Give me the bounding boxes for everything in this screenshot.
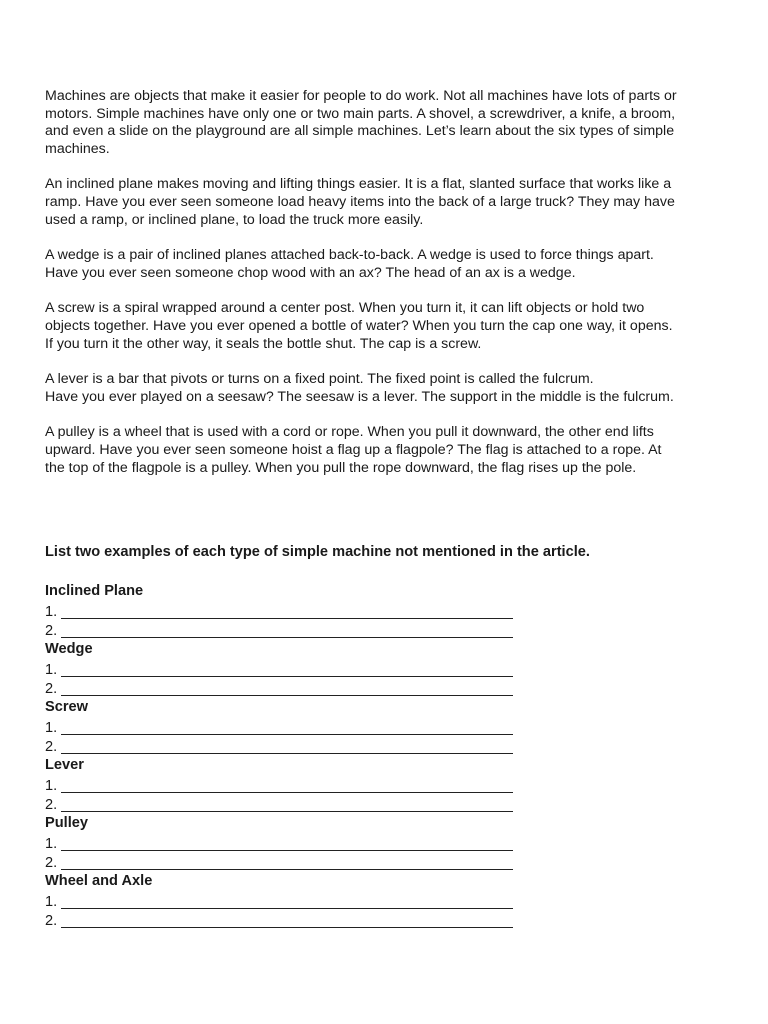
answer-line [45,659,545,679]
answer-blank[interactable] [61,855,513,870]
answer-number: 2. [45,739,58,755]
answer-number: 2. [45,855,58,871]
answer-number: 1. [45,603,58,620]
section-pulley [45,814,545,872]
worksheet-question: List two examples of each type of simple machine not mentioned in the article. [45,544,590,560]
answer-blank[interactable] [61,604,513,619]
answer-blank[interactable] [61,797,513,812]
section-heading: Wheel and Axle [45,873,153,889]
answer-line [45,775,545,795]
answer-number: 1. [45,893,58,910]
answer-number: 2. [45,913,58,929]
answer-number: 2. [45,797,58,813]
intro-paragraph: Machines are objects that make it easier for people to do work. Not all machines have lots of parts or motors. Simple machines have only one or two main parts. A shovel, a screwdriver, a knife, a broom, and even a slide on the playground are all simple machines. Let’s learn about the six types of simple machines. [45,88,677,157]
answer-blank[interactable] [61,662,513,677]
answer-line [45,717,545,737]
answer-line [45,911,545,931]
answer-number: 1. [45,719,58,736]
answer-line [45,853,545,873]
section-inclined-plane [45,582,545,640]
pulley-paragraph: A pulley is a wheel that is used with a cord or rope. When you pull it downward, the other end lifts upward. Have you ever seen someone hoist a flag up a flagpole? The flag is attached to a rope. At the top of the flagpole is a pulley. When you pull the rope downward, the flag rises up the pole. [45,424,662,476]
answer-line [45,737,545,757]
answer-blank[interactable] [61,894,513,909]
wedge-paragraph: A wedge is a pair of inclined planes attached back-to-back. A wedge is used to force things apart. Have you ever seen someone chop wood with an ax? The head of an ax is a wedge. [45,247,654,281]
section-heading: Wedge [45,641,93,657]
answer-blank[interactable] [61,720,513,735]
answer-number: 2. [45,681,58,697]
answer-blank[interactable] [61,836,513,851]
inclined-plane-paragraph: An inclined plane makes moving and lifting things easier. It is a flat, slanted surface that works like a ramp. Have you ever seen someone load heavy items into the back of a large truck? They may have used a ramp, or inclined plane, to load the truck more easily. [45,176,675,228]
screw-paragraph: A screw is a spiral wrapped around a center post. When you turn it, it can lift objects or hold two objects together. Have you ever opened a bottle of water? When you turn the cap one way, it opens. If you turn it the other way, it seals the bottle shut. The cap is a screw. [45,300,673,352]
answer-line [45,833,545,853]
answer-number: 2. [45,623,58,639]
answer-number: 1. [45,661,58,678]
answer-blank[interactable] [61,778,513,793]
section-wheel-and-axle [45,872,545,930]
answer-line [45,601,545,621]
answer-blank[interactable] [61,913,513,928]
section-heading: Pulley [45,815,88,831]
answer-line [45,891,545,911]
section-wedge [45,640,545,698]
answer-blank[interactable] [61,681,513,696]
answer-blank[interactable] [61,739,513,754]
section-heading: Lever [45,757,84,773]
section-screw [45,698,545,756]
answer-blank[interactable] [61,623,513,638]
answer-line [45,795,545,815]
answer-line [45,621,545,641]
article-body [45,88,725,495]
lever-paragraph: A lever is a bar that pivots or turns on a fixed point. The fixed point is called the fulcrum. Have you ever played on a seesaw? The seesaw is a lever. The support in the middle is the fulcrum. [45,371,674,405]
answer-number: 1. [45,777,58,794]
answer-line [45,679,545,699]
section-lever [45,756,545,814]
section-heading: Screw [45,699,88,715]
answer-number: 1. [45,835,58,852]
answer-sections [45,582,545,930]
section-heading: Inclined Plane [45,583,144,599]
